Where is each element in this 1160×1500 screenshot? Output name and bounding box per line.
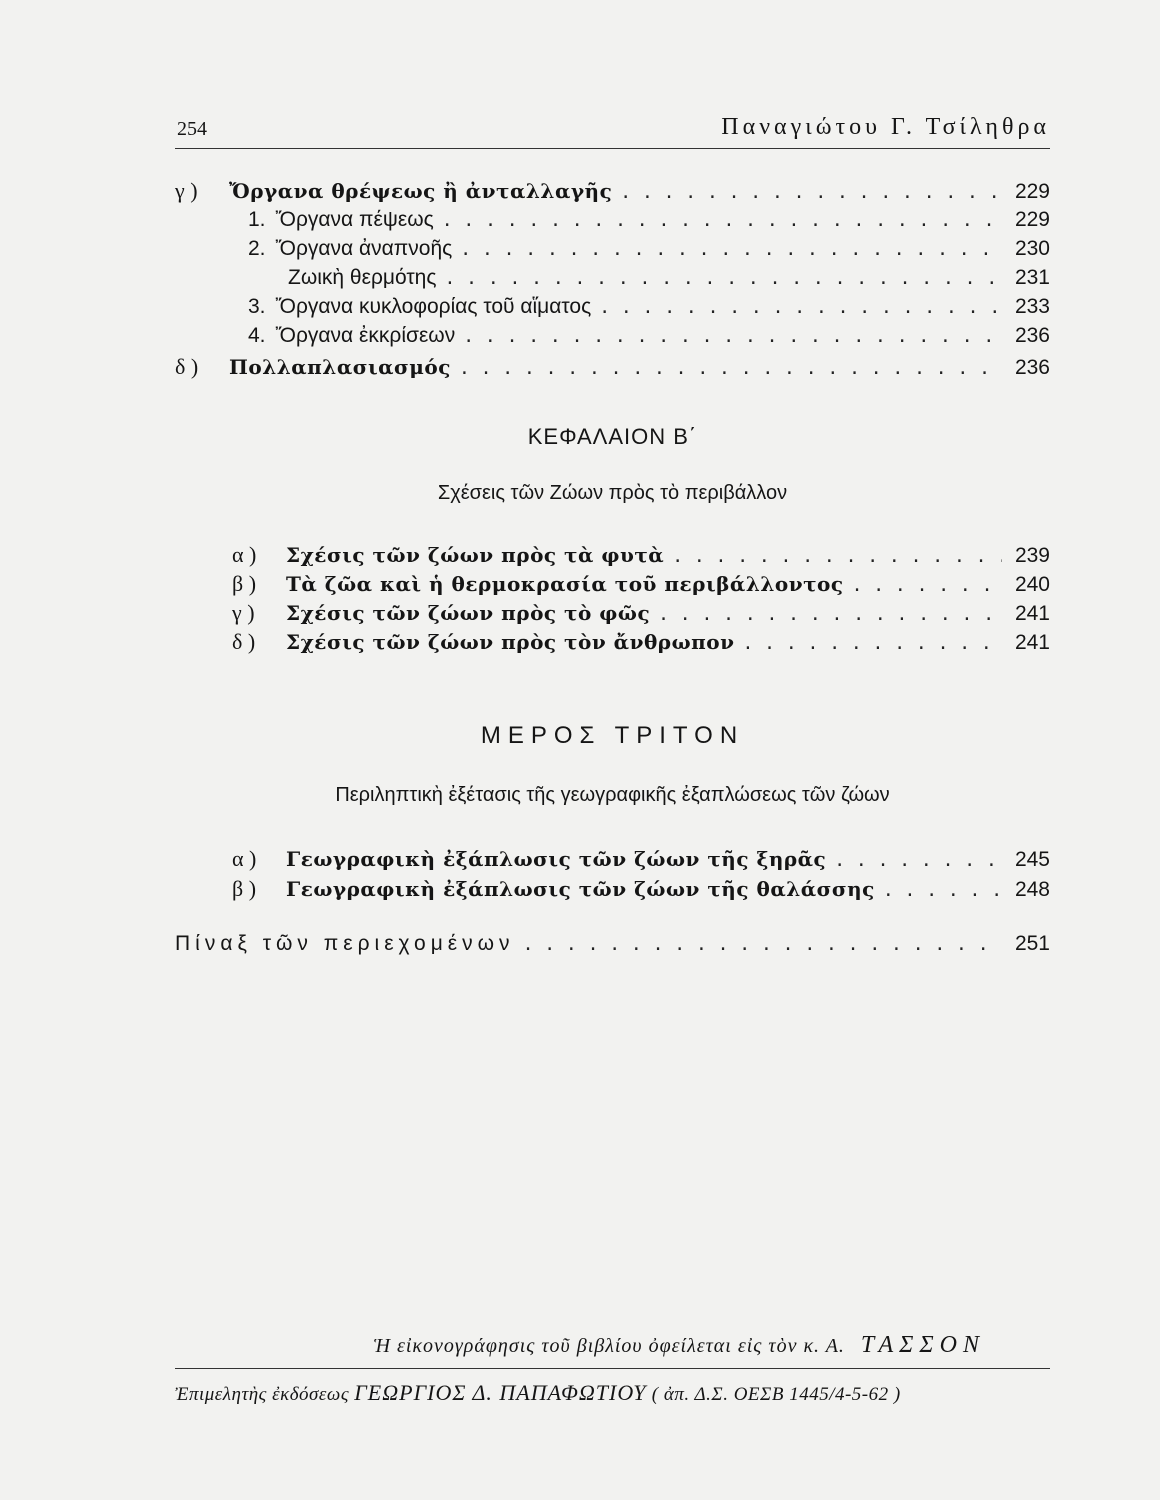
entry-marker: α ) [232, 846, 257, 871]
subentry-label: Ὄργανα πέψεως [275, 208, 434, 231]
entry-page: 241 [1014, 631, 1050, 654]
subentry-label: Ὄργανα ἀναπνοῆς [275, 237, 453, 260]
illustration-credit [175, 1332, 985, 1359]
toc-subentry [288, 266, 1050, 296]
part-subtitle: Περιληπτικὴ ἐξέτασις τῆς γεωγραφικῆς ἐξαπλώσεως τῶν ζώων [335, 784, 890, 806]
toc-entry [232, 571, 1050, 601]
toc-entry [232, 876, 1050, 906]
entry-title: Σχέσις τῶν ζώων πρὸς τὸ φῶς [286, 601, 651, 625]
entry-title: Πίναξ τῶν περιεχομένων [175, 932, 515, 955]
leader-dots [460, 239, 1002, 260]
leader-dots [883, 880, 1002, 901]
entry-marker: α ) [232, 542, 257, 567]
entry-marker: γ ) [232, 600, 255, 625]
leader-dots [743, 633, 1003, 654]
entry-title: Σχέσις τῶν ζώων πρὸς τὰ φυτὰ [286, 543, 665, 567]
entry-title: Γεωγραφικὴ ἐξάπλωσις τῶν ζώων τῆς ξηρᾶς [286, 847, 827, 871]
entry-title: Τὰ ζῶα καὶ ἡ θερμοκρασία τοῦ περιβάλλοντος [286, 572, 844, 596]
subentry-page: 233 [1014, 295, 1050, 318]
editor-name: ΓΕΩΡΓΙΟΣ Δ. ΠΑΠΑΦΩΤΙΟΥ [354, 1380, 647, 1405]
toc-entry-section-d [175, 354, 1050, 384]
subentry-page: 231 [1014, 266, 1050, 289]
subentry-label: Ὄργανα ἐκκρίσεων [275, 324, 456, 347]
part-title: ΜΕΡΟΣ ΤΡΙΤΟΝ [480, 722, 745, 749]
entry-page: 239 [1014, 544, 1050, 567]
credit-text: Ἡ εἰκονογράφησις τοῦ βιβλίου ὀφείλεται εἰς τὸν κ. Α. [373, 1335, 845, 1357]
leader-dots [442, 210, 1002, 231]
subentry-page: 236 [1014, 324, 1050, 347]
entry-marker: δ ) [175, 354, 199, 379]
leader-dots [672, 546, 1002, 567]
entry-page: 236 [1014, 356, 1050, 379]
chapter-subtitle: Σχέσεις τῶν Ζώων πρὸς τὸ περιβάλλον [437, 482, 788, 504]
chapter-title: ΚΕΦΑΛΑΙΟΝ Β΄ [527, 424, 698, 449]
entry-marker: γ ) [175, 178, 198, 203]
toc-entry [232, 600, 1050, 630]
subentry-page: 229 [1014, 208, 1050, 231]
editor-credit [175, 1380, 1050, 1406]
toc-subentry [248, 295, 1050, 325]
leader-dots [852, 575, 1002, 596]
entry-page: 245 [1014, 848, 1050, 871]
entry-title: Πολλαπλασιασμός [229, 355, 451, 379]
toc-entry [232, 629, 1050, 659]
page-number: 254 [177, 118, 207, 140]
subentry-page: 230 [1014, 237, 1050, 260]
entry-page: 229 [1014, 180, 1050, 203]
subentry-number: 4. [248, 324, 266, 347]
leader-dots [658, 604, 1002, 625]
header-rule [175, 148, 1050, 149]
toc-subentry [248, 324, 1050, 354]
entry-page: 251 [1014, 932, 1050, 955]
subentry-number: 2. [248, 237, 266, 260]
entry-title: Ὄργανα θρέψεως ἢ ἀνταλλαγῆς [229, 179, 613, 203]
leader-dots [444, 268, 1002, 289]
leader-dots [459, 358, 1002, 379]
leader-dots [599, 297, 1002, 318]
running-title: Παναγιώτου Γ. Τσίληθρα [721, 114, 1050, 140]
subentry-label: Ὄργανα κυκλοφορίας τοῦ αἵματος [275, 295, 592, 318]
toc-entry [232, 542, 1050, 572]
entry-marker: δ ) [232, 629, 256, 654]
toc-subentry [248, 237, 1050, 267]
entry-page: 241 [1014, 602, 1050, 625]
toc-entry-section-g [175, 178, 1050, 208]
entry-title: Σχέσις τῶν ζώων πρὸς τὸν ἄνθρωπον [286, 630, 735, 654]
page-header [175, 112, 1050, 144]
editor-text: Ἐπιμελητὴς ἐκδόσεως [175, 1384, 350, 1405]
toc-entry-index [175, 932, 1050, 962]
toc-subentry [248, 208, 1050, 238]
leader-dots [463, 326, 1002, 347]
credit-name: ΤΑΣΣΟΝ [860, 1332, 985, 1358]
toc-entry [232, 846, 1050, 876]
editor-ref: ( ἀπ. Δ.Σ. ΟΕΣΒ 1445/4-5-62 ) [651, 1384, 901, 1405]
footer-rule [175, 1368, 1050, 1369]
subentry-label: Ζωικὴ θερμότης [288, 266, 437, 289]
entry-title: Γεωγραφικὴ ἐξάπλωσις τῶν ζώων τῆς θαλάσσης [286, 877, 875, 901]
subentry-number: 3. [248, 295, 266, 318]
subentry-number: 1. [248, 208, 266, 231]
entry-page: 248 [1014, 878, 1050, 901]
leader-dots [620, 182, 1002, 203]
leader-dots [834, 850, 1002, 871]
entry-marker: β ) [232, 876, 257, 901]
entry-marker: β ) [232, 571, 257, 596]
leader-dots [523, 934, 1002, 955]
entry-page: 240 [1014, 573, 1050, 596]
